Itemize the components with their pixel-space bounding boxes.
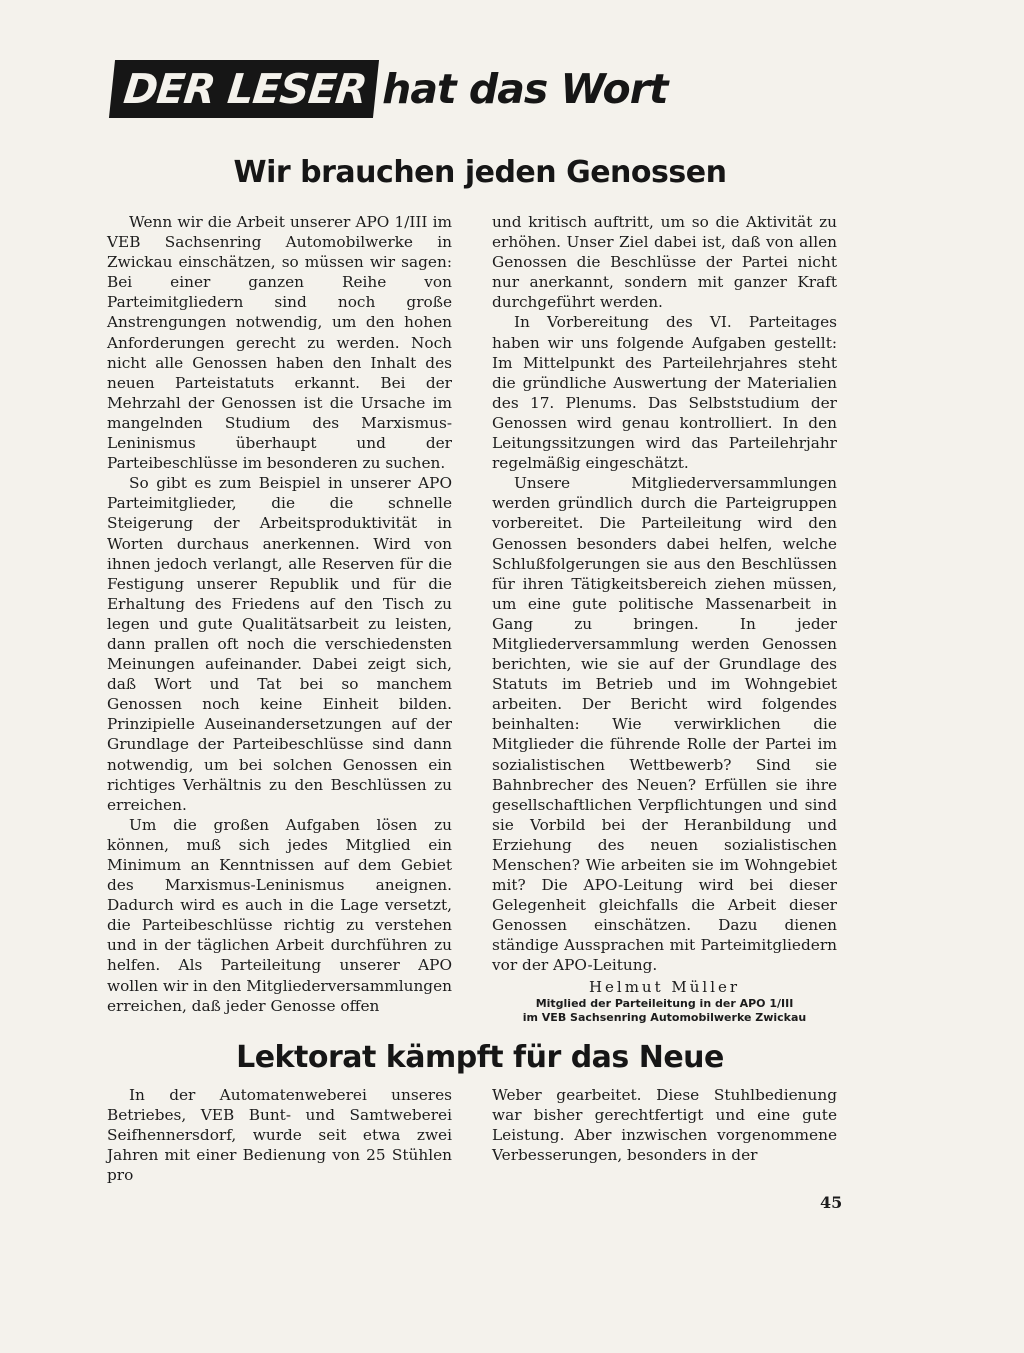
- paragraph: In der Automatenweberei unseres Betriebes, VEB Bunt- und Samtweberei Seifhennersdorf, wurde seit etwa zwei Jahren mit einer Bedienung von 25 Stühlen pro: [107, 1086, 452, 1185]
- masthead-block: DER LESER: [109, 60, 379, 118]
- paragraph: So gibt es zum Beispiel in unserer APO Parteimitglieder, die die schnelle Steigerung der Arbeitsproduktivität in Worten durchaus anerkennen. Wird von ihnen jedoch verlangt, alle Reserven für die Festigung unserer Republik und für die Erhaltung des Friedens auf den Tisch zu legen und gute Qualitätsarbeit zu leisten, dann prallen oft noch die verschiedensten Meinungen aufeinander. Dabei zeigt sich, daß Wort und Tat bei so manchem Genossen noch keine Einheit bilden. Prinzipielle Auseinandersetzungen auf der Grundlage der Parteibeschlüsse sind dann notwendig, um bei solchen Genossen ein richtiges Verhältnis zu den Beschlüssen zu erreichen.: [107, 474, 452, 814]
- article-2-headline: Lektorat kämpft für das Neue: [236, 1040, 724, 1075]
- masthead-rest: hat das Wort: [382, 65, 668, 113]
- article-2-left-column: [107, 1085, 452, 1185]
- paragraph: Wenn wir die Arbeit unserer APO 1/III im VEB Sachsenring Automobilwerke in Zwickau einschätzen, so müssen wir sagen: Bei einer ganzen Reihe von Parteimitgliedern sind noch große Anstrengungen notwendig, um den hohen Anforderungen gerecht zu werden. Noch nicht alle Genossen haben den Inhalt des neuen Parteistatuts erkannt. Bei der Mehrzahl der Genossen ist die Ursache im mangelnden Studium des Marxismus-Leninismus überhaupt und der Parteibeschlüsse im besonderen zu suchen.: [107, 213, 452, 473]
- author-signature: Helmut Müller: [588, 977, 741, 996]
- article-1-right-column: [492, 212, 837, 1025]
- article-1-left-column: [107, 212, 452, 1016]
- paragraph: In Vorbereitung des VI. Parteitages haben wir uns folgende Aufgaben gestellt: Im Mittelpunkt des Parteilehrjahres steht die gründliche Auswertung der Materialien des 17. Plenums. Das Selbststudium der Genossen wird genau kontrolliert. In den Leitungssitzungen wird das Parteilehrjahr regelmäßig eingeschätzt.: [492, 313, 837, 473]
- paragraph: und kritisch auftritt, um so die Aktivität zu erhöhen. Unser Ziel dabei ist, daß von allen Genossen die Beschlüsse der Partei nicht nur anerkannt, sondern mit ganzer Kraft durchgeführt werden.: [492, 213, 837, 312]
- article-2-right-column: [492, 1085, 837, 1165]
- paragraph: Weber gearbeitet. Diese Stuhlbedienung war bisher gerechtfertigt und eine gute Leistung. Aber inzwischen vorgenommene Verbesserungen, besonders in der: [492, 1086, 837, 1165]
- masthead: [112, 60, 668, 122]
- author-role-line-2: im VEB Sachsenring Automobilwerke Zwickau: [522, 1010, 807, 1024]
- paragraph: Unsere Mitgliederversammlungen werden gründlich durch die Parteigruppen vorbereitet. Die Parteileitung wird den Genossen besonders dabei helfen, welche Schlußfolgerungen sie aus den Beschlüssen für ihren Tätigkeitsbereich ziehen müssen, um eine gute politische Massenarbeit in Gang zu bringen. In jeder Mitgliederversammlung werden Genossen berichten, wie sie auf der Grundlage des Statuts im Betrieb und im Wohngebiet arbeiten. Der Bericht wird folgendes beinhalten: Wie verwirklichen die Mitglieder die führende Rolle der Partei im sozialistischen Wettbewerb? Sind sie Bahnbrecher des Neuen? Erfüllen sie ihre gesellschaftlichen Verpflichtungen und sind sie Vorbild bei der Heranbildung und Erziehung des neuen sozialistischen Menschen? Wie arbeiten sie im Wohngebiet mit? Die APO-Leitung wird bei dieser Gelegenheit gleichfalls die Arbeit dieser Genossen einschätzen. Dazu dienen ständige Aussprachen mit Parteimitgliedern vor der APO-Leitung.: [492, 474, 837, 975]
- paragraph: Um die großen Aufgaben lösen zu können, muß sich jedes Mitglied ein Minimum an Kenntnissen auf dem Gebiet des Marxismus-Leninismus aneignen. Dadurch wird es auch in die Lage versetzt, die Parteibeschlüsse richtig zu verstehen und in der täglichen Arbeit durchführen zu helfen. Als Parteileitung unserer APO wollen wir in den Mitgliederversammlungen erreichen, daß jeder Genosse offen: [107, 815, 452, 1015]
- author-role-line-1: Mitglied der Parteileitung in der APO 1/III: [535, 996, 794, 1010]
- article-1-headline: Wir brauchen jeden Genossen: [233, 155, 727, 190]
- page-number: 45: [820, 1193, 843, 1212]
